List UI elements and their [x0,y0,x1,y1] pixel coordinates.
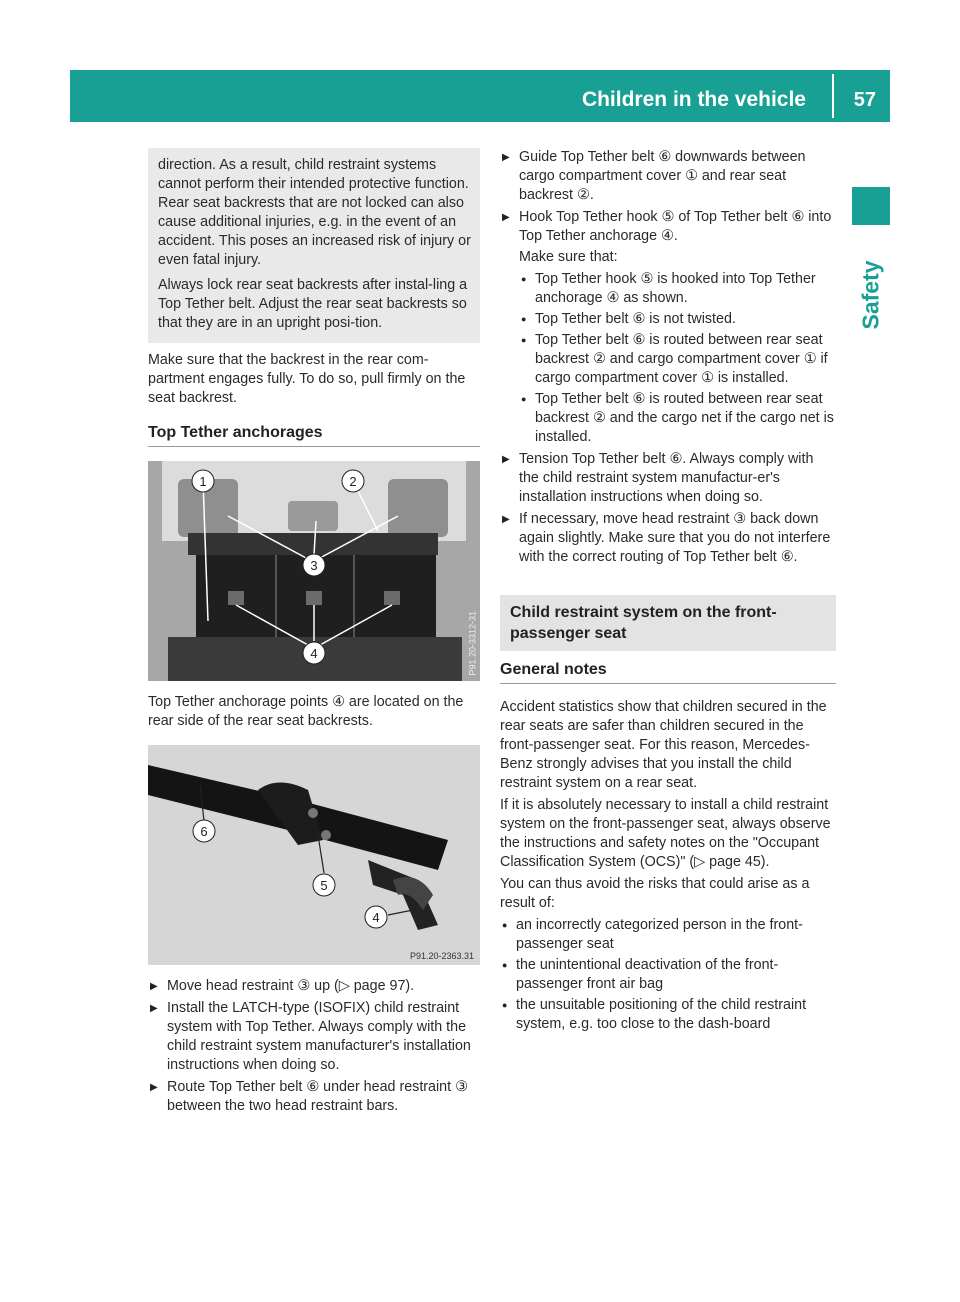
figure-cargo-compartment [148,461,480,681]
svg-text:2: 2 [349,474,357,489]
check-item: ● Top Tether hook ⑤ is hooked into Top Tether anchorage ④ as shown. [519,270,836,308]
make-sure-label: Make sure that: [519,249,618,265]
cargo-compartment-illustration [148,461,480,681]
warning-box [148,148,480,343]
checks-list [519,270,836,447]
risk-item: ● the unintentional deactivation of the front-passenger front air bag [500,956,836,994]
section-title-general-notes: General notes [500,661,836,684]
svg-text:6: 6 [200,824,208,839]
warning-paragraph: direction. As a result, child restraint systems cannot perform their intended protective function. Rear seat backrests that are not locked can also cause additional injuries, e.g. in the event of an accident. This poses an increased risk of injury or even fatal injury. [158,157,471,268]
check-item: ● Top Tether belt ⑥ is not twisted. [519,310,836,329]
svg-text:4: 4 [372,910,380,925]
right-column [500,148,836,1036]
steps-list [500,148,836,567]
figure-code: P91.20-3312-31 [468,611,478,676]
svg-text:1: 1 [199,474,207,489]
callout-6 [193,820,215,842]
page-title: Children in the vehicle [581,88,806,111]
check-item: ● Top Tether belt ⑥ is routed between rear seat backrest ② and cargo compartment cover ① if cargo compartment cover ① is installed. [519,331,836,388]
step-item [500,208,836,447]
step-item: ▶ Install the LATCH-type (ISOFIX) child restraint system with Top Tether. Always comply with the child restraint system manufacturer's installation instructions when doing so. [148,999,480,1075]
side-tab [852,240,890,350]
svg-text:5: 5 [320,878,328,893]
svg-text:4: 4 [310,646,318,661]
body-paragraph: You can thus avoid the risks that could arise as a result of: [500,876,810,911]
page-number: 57 [853,89,876,111]
step-item: ▶ If necessary, move head restraint ③ back down again slightly. Make sure that you do not interfere with the correct routing of Top Tether belt ⑥. [500,510,836,567]
section-band-title: Child restraint system on the front-passenger seat [500,595,836,651]
side-tab-label: Safety [857,260,884,330]
step-text: Hook Top Tether hook ⑤ of Top Tether belt ⑥ into Top Tether anchorage ④. [519,209,832,244]
callout-1 [192,470,214,492]
header-divider [832,74,834,118]
left-column [148,148,480,1119]
warning-paragraph: Always lock rear seat backrests after instal-ling a Top Tether belt. Adjust the rear seat backrests so that they are in an upright posi-tion. [158,277,468,331]
callout-2 [342,470,364,492]
step-item: ▶ Guide Top Tether belt ⑥ downwards between cargo compartment cover ① and rear seat backrest ②. [500,148,836,205]
figure-caption: Top Tether anchorage points ④ are located on the rear side of the rear seat backrests. [148,694,464,729]
step-item: ▶ Tension Top Tether belt ⑥. Always comply with the child restraint system manufactur-er's installation instructions when doing so. [500,450,836,507]
risk-item: ● an incorrectly categorized person in the front-passenger seat [500,916,836,954]
section-title-top-tether: Top Tether anchorages [148,424,480,447]
intro-paragraph: Make sure that the backrest in the rear com-partment engages fully. To do so, pull firmly on the seat backrest. [148,352,466,406]
figure-top-tether-hook [148,745,480,965]
svg-text:3: 3 [310,558,318,573]
body-paragraph: If it is absolutely necessary to install a child restraint system on the front-passenger seat, always observe the instructions and safety notes on the "Occupant Classification System (OCS)" (▷ page 45). [500,797,831,870]
risk-item: ● the unsuitable positioning of the child restraint system, e.g. too close to the dash-board [500,996,836,1034]
step-item: ▶ Move head restraint ③ up (▷ page 97). [148,977,480,996]
callout-5 [313,874,335,896]
callout-4 [303,642,325,664]
check-item: ● Top Tether belt ⑥ is routed between rear seat backrest ② and the cargo net if the cargo net is installed. [519,390,836,447]
callout-4b [365,906,387,928]
side-tab-marker [852,187,890,225]
top-tether-hook-illustration [148,745,480,965]
figure-code: P91.20-2363.31 [409,951,474,961]
header-bar [70,70,890,122]
steps-list [148,977,480,1116]
body-paragraph: Accident statistics show that children secured in the rear seats are safer than children secured in the front-passenger seat. For this reason, Mercedes-Benz strongly advises that you install the child restraint system on a rear seat. [500,699,827,791]
step-item: ▶ Route Top Tether belt ⑥ under head restraint ③ between the two head restraint bars. [148,1078,480,1116]
callout-3 [303,554,325,576]
risks-list [500,916,836,1034]
